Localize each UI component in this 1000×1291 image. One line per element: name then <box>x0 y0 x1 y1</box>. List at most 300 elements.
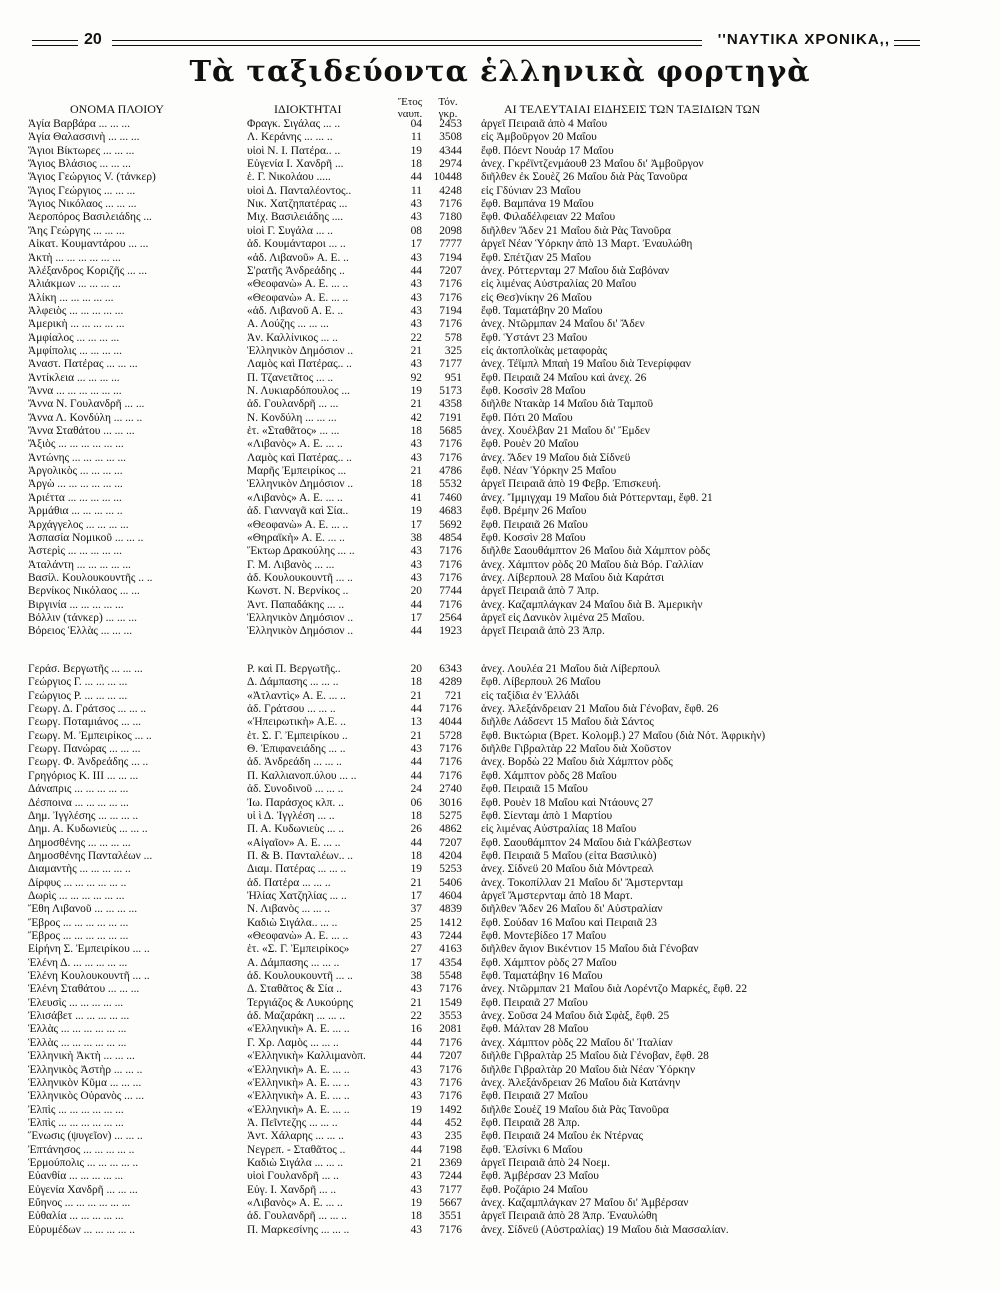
ship-name: Ἄννα ... ... ... ... ... ... <box>28 385 122 397</box>
ship-tons: 5406 <box>439 876 462 889</box>
ship-news: ἀνεχ. Λίβερπουλ 28 Μαΐου διὰ Καράτσι <box>481 571 665 584</box>
ship-news: ἔφθ. Σούδαν 16 Μαΐου καὶ Πειραιᾶ 23 <box>481 916 657 929</box>
ship-tons: 2974 <box>439 158 462 171</box>
table-row <box>0 559 1000 571</box>
ship-news: ἀνεχ. Ρόττερνταμ 27 Μαΐου διὰ Σαβόναν <box>481 264 670 277</box>
ship-year: 44 <box>410 769 422 782</box>
table-row <box>0 252 1000 264</box>
ship-owner: Ἀν. Καλλίνικος ... .. <box>247 331 338 344</box>
ship-tons: 7244 <box>439 1170 462 1183</box>
ship-tons: 452 <box>444 1116 462 1129</box>
ship-tons: 7194 <box>439 304 462 317</box>
ship-name: Βασίλ. Κουλουκουντῆς .. .. <box>28 571 153 584</box>
ship-tons: 4604 <box>439 889 462 902</box>
ship-name: Ἅγιος Γεώργιος V. (τάνκερ) <box>28 171 156 184</box>
ship-owner: Εὐγ. Ι. Χανδρῆ ... .. <box>247 1183 337 1196</box>
ship-owner: Δ. Δάμπασης ... ... .. <box>247 676 339 689</box>
table-row <box>0 1104 1000 1116</box>
ship-tons: 4163 <box>439 943 462 956</box>
table-row <box>0 1130 1000 1142</box>
ship-owner: «Αἰγαῖον» Α. Ε. ... .. <box>247 836 341 849</box>
ship-tons: 4358 <box>439 398 462 411</box>
table-row <box>0 863 1000 875</box>
ship-owner: Κωνστ. Ν. Βερνίκος .. <box>247 585 349 598</box>
ship-owner: ἀδ. Γράτσου ... ... .. <box>247 703 336 716</box>
ship-name: Δημ. Α. Κυδωνιεὺς ... ... .. <box>28 823 148 836</box>
ship-tons: 7177 <box>439 1183 462 1196</box>
ship-year: 43 <box>410 318 422 331</box>
article-title: Τὰ ταξιδεύοντα ἑλληνικὰ φορτηγὰ <box>189 54 811 88</box>
ship-news: διῆλθεν Ἄδεν 26 Μαΐου δι' Αὐστραλίαν <box>481 903 663 916</box>
table-row <box>0 332 1000 344</box>
table-row <box>0 783 1000 795</box>
ship-owner: Φραγκ. Σιγάλας ... .. <box>247 118 341 130</box>
ship-name: Ἑλληνικὸν Κῦμα ... ... ... <box>28 1076 142 1089</box>
table-row <box>0 917 1000 929</box>
ship-news: ἔφθ. Βρέμην 26 Μαΐου <box>481 505 587 518</box>
ship-name: Διαμαντὴς ... ... ... ... .. <box>28 863 131 876</box>
ship-name: Ἀλέξανδρος Κοριζῆς ... ... <box>28 264 148 277</box>
ship-news: εἰς λιμένας Αὐστραλίας 18 Μαΐου <box>481 823 637 836</box>
ship-owner: Νικ. Χατζηπατέρας ... <box>247 198 348 211</box>
ship-name: Γεώργιος Ρ. ... ... ... ... <box>28 689 128 702</box>
ship-tons: 5728 <box>439 729 462 742</box>
ship-news: ἀνεχ. Λουλέα 21 Μαΐου διὰ Λίβερπουλ <box>481 663 661 675</box>
ship-owner: Ν. Λυκιαρδόπουλος ... <box>247 385 350 397</box>
ship-year: 16 <box>410 1023 422 1036</box>
ship-tons: 5548 <box>439 970 462 983</box>
ship-news: ἔφθ. Πειραιᾶ 24 Μαΐου ἐκ Ντέρνας <box>481 1130 643 1143</box>
table-row <box>0 492 1000 504</box>
ship-year: 18 <box>410 809 422 822</box>
table-row <box>0 278 1000 290</box>
ship-tons: 7176 <box>439 571 462 584</box>
ship-name: Ἄξιὸς ... ... ... ... ... ... <box>28 438 124 451</box>
table-row <box>0 943 1000 955</box>
table-row <box>0 131 1000 143</box>
table-row <box>0 452 1000 464</box>
ship-news: ἔφθ. Μοντεβίδεο 17 Μαΐου <box>481 930 607 942</box>
ship-name: Δωρὶς ... ... ... ... ... ... <box>28 889 125 902</box>
ship-owner: Λαμὸς καὶ Πατέρας.. .. <box>247 358 352 371</box>
ship-news: ἀνεχ. Καζαμπλάγκαν 24 Μαΐου διὰ Β. Ἀμερικὴν <box>481 598 703 611</box>
ship-tons: 5685 <box>439 425 462 438</box>
ship-name: Ἄννα Σταθάτου ... ... ... <box>28 425 135 438</box>
table-row <box>0 770 1000 782</box>
ship-tons: 3553 <box>439 1010 462 1023</box>
ship-name: Ἑλληνικὸς Οὐρανὸς ... ... <box>28 1090 145 1103</box>
ship-tons: 7198 <box>439 1143 462 1156</box>
ship-news: ἀργεῖ Πειραιᾶ ἀπὸ 23 Ἀπρ. <box>481 625 605 638</box>
ship-year: 21 <box>410 398 422 411</box>
ship-year: 44 <box>410 703 422 716</box>
ship-year: 38 <box>410 531 422 544</box>
ship-news: ἔφθ. Πειραιᾶ 27 Μαΐου <box>481 1090 588 1103</box>
ship-tons: 1923 <box>439 625 462 638</box>
ship-tons: 3551 <box>439 1210 462 1223</box>
ship-year: 38 <box>410 970 422 983</box>
ship-tons: 4854 <box>439 531 462 544</box>
ship-owner: «Λιβανὸς» Α. Ε. ... .. <box>247 438 343 451</box>
ship-news: διῆλθε Σαουθάμπτον 26 Μαΐου διὰ Χάμπτον ρὸδς <box>481 545 710 558</box>
ship-news: ἔφθ. Ταματάβην 16 Μαΐου <box>481 970 603 983</box>
ship-owner: υἱοὶ Ν. Ι. Πατέρα.. .. <box>247 144 341 157</box>
ship-owner: ἀδ. Κουμάνταροι ... .. <box>247 238 346 251</box>
ship-tons: 7176 <box>439 769 462 782</box>
ship-news: ἔφθ. Ὑστάντ 23 Μαΐου <box>481 331 588 344</box>
ship-year: 20 <box>410 663 422 675</box>
ship-name: Βιργινία ... ... ... ... ... <box>28 598 124 611</box>
ship-news: ἔφθ. Ρουὲν 20 Μαΐου <box>481 438 579 451</box>
header-rule-right <box>894 40 920 46</box>
ship-tons: 7176 <box>439 983 462 996</box>
ship-tons: 2369 <box>439 1156 462 1169</box>
ship-news: ἀνεχ. Σίδνεϋ 20 Μαΐου διὰ Μόντρεαλ <box>481 863 654 876</box>
ship-tons: 7176 <box>439 598 462 611</box>
ship-year: 43 <box>410 251 422 264</box>
ship-tons: 4289 <box>439 676 462 689</box>
ship-name: Βόλλιν (τάνκερ) ... ... ... <box>28 611 137 624</box>
table-row <box>0 398 1000 410</box>
table-row <box>0 1184 1000 1196</box>
ship-tons: 7207 <box>439 264 462 277</box>
ship-owner: υἱοὶ Γουλανδρῆ ... .. <box>247 1170 339 1183</box>
ship-news: ἀνεχ. Χάμπτον ρὸδς 22 Μαΐου δι' Ἰταλίαν <box>481 1036 673 1049</box>
ship-owner: Τεργιάζος & Λυκούρης <box>247 996 354 1009</box>
ship-owner: ἀδ. Γουλανδρῆ ... ... .. <box>247 1210 347 1223</box>
ship-news: ἔφθ. Ταματάβην 20 Μαΐου <box>481 304 603 317</box>
table-row <box>0 412 1000 424</box>
ship-year: 19 <box>410 385 422 397</box>
ship-news: ἀργεῖ Πειραιᾶ ἀπὸ 4 Μαΐου <box>481 118 608 130</box>
ship-name: Ἁγία Θαλασσινὴ ... ... ... <box>28 131 140 144</box>
ship-owner: «Ἠπειρωτικὴ» Α.Ε. .. <box>247 716 346 729</box>
table-row <box>0 1117 1000 1129</box>
table-row <box>0 438 1000 450</box>
ship-news: εἰς λιμένας Αὐστραλίας 20 Μαΐου <box>481 278 637 291</box>
ship-owner: «Ἑλληνικὴ» Καλλιμανὸπ. <box>247 1050 366 1063</box>
table-row <box>0 756 1000 768</box>
ship-owner: «ἀδ. Λιβανοῦ» Α. Ε. .. <box>247 251 349 264</box>
ship-news: ἔφθ. Πότι 20 Μαΐου <box>481 411 573 424</box>
ship-owner: Ἀντ. Χάλαρης ... ... .. <box>247 1130 344 1143</box>
ship-owner: Α. Λούζης ... ... ... <box>247 318 329 331</box>
ship-year: 43 <box>410 930 422 942</box>
ship-tons: 5692 <box>439 518 462 531</box>
ship-tons: 325 <box>444 344 462 357</box>
ship-year: 21 <box>410 729 422 742</box>
ship-news: ἀνεχ. Ἀλεξάνδρειαν 26 Μαΐου διὰ Κατάνην <box>481 1076 681 1089</box>
ship-name: Ἄννα Ν. Γουλανδρῆ ... ... <box>28 398 145 411</box>
ship-name: Ἀστερὶς ... ... ... ... ... <box>28 545 122 558</box>
ship-owner: ἀδ. Κουλουκουντῆ ... .. <box>247 970 353 983</box>
ship-owner: Ἑλληνικὸν Δημόσιον .. <box>247 344 354 357</box>
ship-name: Ἀλίκη ... ... ... ... ... <box>28 291 114 304</box>
table-row <box>0 198 1000 210</box>
ship-tons: 3508 <box>439 131 462 144</box>
ship-name: Ἀσπασία Νομικοῦ ... ... .. <box>28 531 144 544</box>
ship-owner: Ἀντ. Παπαδάκης ... .. <box>247 598 345 611</box>
table-row <box>0 1064 1000 1076</box>
ship-year: 18 <box>410 158 422 171</box>
ship-news: διῆλθε Γιβραλτὰρ 25 Μαΐου διὰ Γένοβαν, ἔφθ. 28 <box>481 1050 709 1063</box>
ship-year: 37 <box>410 903 422 916</box>
ship-tons: 4204 <box>439 849 462 862</box>
ship-year: 44 <box>410 598 422 611</box>
table-row <box>0 903 1000 915</box>
ship-owner: ἀδ. Συνοδινοῦ ... ... .. <box>247 783 344 796</box>
ship-tons: 4786 <box>439 465 462 478</box>
ship-name: Ἐλευσὶς ... ... ... ... ... <box>28 996 124 1009</box>
ship-name: Γρηγόριος Κ. III ... ... ... <box>28 769 139 782</box>
ship-tons: 7176 <box>439 278 462 291</box>
ship-tons: 4248 <box>439 184 462 197</box>
ship-year: 21 <box>410 1156 422 1169</box>
ship-tons: 7176 <box>439 743 462 756</box>
ship-year: 18 <box>410 1210 422 1223</box>
ship-year: 44 <box>410 1143 422 1156</box>
ship-owner: Π. Μαρκεσίνης ... ... .. <box>247 1223 350 1236</box>
ship-year: 17 <box>410 889 422 902</box>
ship-owner: «Ἑλληνικὴ» Α. Ε. ... .. <box>247 1076 350 1089</box>
table-row <box>0 1023 1000 1035</box>
ship-tons: 721 <box>444 689 462 702</box>
ship-tons: 7176 <box>439 1223 462 1236</box>
ship-name: Ἀργολικὸς ... ... ... ... <box>28 465 123 478</box>
ship-news: διῆλθε Γιβραλτὰρ 22 Μαΐου διὰ Χοῦστον <box>481 743 672 756</box>
ship-year: 44 <box>410 264 422 277</box>
ship-owner: Διαμ. Πατέρας ... ... .. <box>247 863 347 876</box>
ship-tons: 7744 <box>439 585 462 598</box>
ship-tons: 5275 <box>439 809 462 822</box>
table-row <box>0 158 1000 170</box>
ship-name: Ἑλένη Κουλουκουντῆ ... .. <box>28 970 150 983</box>
ship-news: εἰς ἀκτοπλοϊκὰς μεταφορὰς <box>481 344 608 357</box>
ship-year: 43 <box>410 358 422 371</box>
ship-year: 43 <box>410 983 422 996</box>
ship-news: ἀνεχ. Τοκοπίλλαν 21 Μαΐου δι' Ἄμστερνταμ <box>481 876 684 889</box>
ship-name: Ἐπτάνησος ... ... ... ... .. <box>28 1143 135 1156</box>
ship-year: 43 <box>410 1170 422 1183</box>
ship-owner: ἑτ. Σ. Γ. Ἐμπειρίκου .. <box>247 729 348 742</box>
ship-name: Ἑλένη Σταθάτου ... ... ... <box>28 983 140 996</box>
ship-tons: 10448 <box>433 171 462 184</box>
table-row <box>0 1090 1000 1102</box>
ship-tons: 4683 <box>439 505 462 518</box>
ship-name: Βόρειος Ἑλλὰς ... ... ... <box>28 625 133 638</box>
ship-tons: 7244 <box>439 930 462 942</box>
ship-name: Ἕνωσις (ψυγεῖον) ... ... .. <box>28 1130 143 1143</box>
ship-tons: 4044 <box>439 716 462 729</box>
ship-name: Αἰκατ. Κουμαντάρου ... ... <box>28 238 149 251</box>
ship-news: εἰς Θεσ)νίκην 26 Μαΐου <box>481 291 592 304</box>
ship-owner: Ν. Κονδύλη ... ... ... <box>247 411 337 424</box>
ship-tons: 7176 <box>439 291 462 304</box>
ship-news: ἀνεχ. Γκρέϊντζενμάουθ 23 Μαΐου δι' Ἀμβοῦργον <box>481 158 704 171</box>
ship-year: 43 <box>410 1130 422 1143</box>
table-row <box>0 1224 1000 1236</box>
ship-news: διῆλθε Γιβραλτὰρ 20 Μαΐου διὰ Νέαν Ὑόρκην <box>481 1063 696 1076</box>
magazine-title: ''ΝΑΥΤΙΚΑ ΧΡΟΝΙΚΑ,, <box>717 31 890 48</box>
ship-year: 21 <box>410 996 422 1009</box>
table-row <box>0 225 1000 237</box>
ship-tons: 7176 <box>439 1063 462 1076</box>
ship-tons: 4862 <box>439 823 462 836</box>
ship-owner: «Ἑλληνικὴ» Α. Ε. ... .. <box>247 1023 350 1036</box>
ship-year: 43 <box>410 1090 422 1103</box>
ship-tons: 2098 <box>439 224 462 237</box>
ship-name: Ἀλιάκμων ... ... ... ... <box>28 278 121 291</box>
ship-name: Ἑρμούπολις ... ... ... ... .. <box>28 1156 139 1169</box>
ship-tons: 7460 <box>439 491 462 504</box>
ship-year: 43 <box>410 743 422 756</box>
ship-tons: 7180 <box>439 211 462 224</box>
ship-owner: «ἀδ. Λιβανοῦ Α. Ε. .. <box>247 304 344 317</box>
ship-news: εἰς Ἀμβοῦργον 20 Μαΐου <box>481 131 597 144</box>
ship-news: διῆλθεν ἅγιον Βικέντιον 15 Μαΐου διὰ Γένοβαν <box>481 943 699 956</box>
ship-tons: 6343 <box>439 663 462 675</box>
table-row <box>0 305 1000 317</box>
table-row <box>0 372 1000 384</box>
ship-name: Ἔβρος ... ... ... ... ... ... <box>28 916 129 929</box>
ship-tons: 4839 <box>439 903 462 916</box>
ship-year: 43 <box>410 198 422 211</box>
ship-name: Γεωργ. Μ. Ἐμπειρίκος ... .. <box>28 729 152 742</box>
header-rule-left <box>32 40 78 46</box>
column-header-year: Ἔτος ναυπ. <box>397 96 423 120</box>
ship-name: Ἀρμάθια ... ... ... ... .. <box>28 505 123 518</box>
ship-tons: 235 <box>444 1130 462 1143</box>
ship-news: ἀργεῖ Πειραιᾶ ἀπὸ 28 Ἀπρ. Ἐναυλώθη <box>481 1210 658 1223</box>
ship-tons: 5173 <box>439 385 462 397</box>
ship-news: ἀργεῖ Πειραιᾶ ἀπὸ 19 Φεβρ. Ἐπισκευή. <box>481 478 662 491</box>
ship-year: 43 <box>410 291 422 304</box>
ship-tons: 2081 <box>439 1023 462 1036</box>
ship-name: Ἀταλάντη ... ... ... ... ... <box>28 558 131 571</box>
ship-tons: 7176 <box>439 1036 462 1049</box>
ship-news: ἀργεῖ Νέαν Ὑόρκην ἀπὸ 13 Μαρτ. Ἐναυλώθη <box>481 238 693 251</box>
ship-name: Ἅγιος Γεώργιος ... ... ... <box>28 184 136 197</box>
ship-owner: ἀδ. Πατέρα ... ... .. <box>247 876 331 889</box>
table-row <box>0 171 1000 183</box>
ship-year: 44 <box>410 1116 422 1129</box>
ship-news: εἰς ταξίδια ἐν Ἑλλάδι <box>481 689 579 702</box>
ship-name: Γεώργιος Γ. ... ... ... ... <box>28 676 128 689</box>
ship-owner: Θ. Ἐπιφανειάδης ... .. <box>247 743 346 756</box>
ship-owner: «Θηραϊκὴ» Α. Ε. ... .. <box>247 531 345 544</box>
ship-name: Βερνίκος Νικόλαος ... ... <box>28 585 140 598</box>
ship-tons: 7191 <box>439 411 462 424</box>
ship-news: ἔφθ. Πειραιᾶ 26 Μαΐου <box>481 518 588 531</box>
table-row <box>0 983 1000 995</box>
table-row <box>0 211 1000 223</box>
table-row <box>0 358 1000 370</box>
ship-news: εἰς Γδύνιαν 23 Μαΐου <box>481 184 581 197</box>
ship-year: 04 <box>410 118 422 130</box>
table-row <box>0 345 1000 357</box>
ship-news: διῆλθε Σουὲζ 19 Μαΐου διὰ Ρὰς Τανοῦρα <box>481 1103 669 1116</box>
ship-year: 19 <box>410 505 422 518</box>
ship-owner: Σ'ρατῆς Ἀνδρεάδης .. <box>247 264 345 277</box>
ship-year: 43 <box>410 1183 422 1196</box>
ship-news: ἀνεχ. Τέϊμπλ Μπαὴ 19 Μαΐου διὰ Τενερίφφαν <box>481 358 691 371</box>
ship-name: Ἀεροπόρος Βασιλειάδης ... <box>28 211 152 224</box>
ship-name: Δημ. Ἰγγλέσης ... ... ... .. <box>28 809 139 822</box>
ship-owner: «Ἑλληνικὴ» Α. Ε. ... .. <box>247 1090 350 1103</box>
table-row <box>0 238 1000 250</box>
ship-tons: 5253 <box>439 863 462 876</box>
ship-year: 17 <box>410 518 422 531</box>
ship-news: ἔφθ. Πειραιᾶ 5 Μαΐου (εἰτα Βασιλικὸ) <box>481 849 657 862</box>
ship-news: ἔφθ. Πειραιᾶ 24 Μαΐου καὶ ἀνεχ. 26 <box>481 371 647 384</box>
ship-tons: 4344 <box>439 144 462 157</box>
ship-name: Ἑλληνικὸς Ἀστὴρ ... ... .. <box>28 1063 143 1076</box>
ship-owner: υἱοὶ Γ. Συγάλα ... .. <box>247 224 333 237</box>
ship-tons: 7176 <box>439 438 462 451</box>
ship-owner: Εὐγενία Ι. Χανδρῆ ... <box>247 158 344 171</box>
ship-news: ἀνεχ. Σοῦσα 24 Μαΐου διὰ Σφὰξ, ἔφθ. 25 <box>481 1010 670 1023</box>
table-row <box>0 690 1000 702</box>
ship-name: Εὐγενία Χανδρῆ ... ... ... <box>28 1183 138 1196</box>
ship-name: Ἁγία Βαρβάρα ... ... ... <box>28 118 130 130</box>
ship-owner: ἀδ. Κουλουκουντῆ ... .. <box>247 571 353 584</box>
ship-name: Ἐλπὶς ... ... ... ... ... ... <box>28 1103 124 1116</box>
ship-name: Δίρφυς ... ... ... ... ... .. <box>28 876 127 889</box>
ship-tons: 4354 <box>439 956 462 969</box>
ship-owner: «Θεοφανὼ» Α. Ε. ... .. <box>247 930 349 942</box>
ship-year: 41 <box>410 491 422 504</box>
ship-news: ἀνεχ. Ντῶρμπαν 24 Μαΐου δι' Ἄδεν <box>481 318 645 331</box>
table-row <box>0 1197 1000 1209</box>
table-row <box>0 505 1000 517</box>
ship-owner: Ἑλληνικὸν Δημόσιον .. <box>247 478 354 491</box>
ship-year: 21 <box>410 689 422 702</box>
ship-tons: 7176 <box>439 451 462 464</box>
table-row <box>0 930 1000 942</box>
ship-tons: 2564 <box>439 611 462 624</box>
table-row <box>0 716 1000 728</box>
table-row <box>0 850 1000 862</box>
table-row <box>0 743 1000 755</box>
table-row <box>0 185 1000 197</box>
ship-owner: Π. Α. Κυδωνιεὺς ... .. <box>247 823 345 836</box>
ship-news: ἀργεῖ εἰς Δανικὸν λιμένα 25 Μαΐου. <box>481 611 645 624</box>
ship-news: ἔφθ. Ροζάριο 24 Μαΐου <box>481 1183 588 1196</box>
ship-owner: Ἠλίας Χατζηλίας ... .. <box>247 889 347 902</box>
table-row <box>0 730 1000 742</box>
ship-year: 17 <box>410 611 422 624</box>
ship-year: 43 <box>410 1063 422 1076</box>
ship-owner: Μαρῆς Ἐμπειρίκος ... <box>247 465 347 478</box>
ship-owner: Δ. Σταθᾶτος & Σία .. <box>247 983 342 996</box>
ship-name: Ἄης Γεώργης ... ... ... <box>28 224 125 237</box>
ship-tons: 7207 <box>439 836 462 849</box>
ship-year: 43 <box>410 278 422 291</box>
ship-name: Γεωργ. Δ. Γράτσος ... ... .. <box>28 703 147 716</box>
ship-name: Εὐανθία ... ... ... ... ... <box>28 1170 124 1183</box>
ship-owner: «Ἀτλαντὶς» Α. Ε. ... .. <box>247 689 346 702</box>
table-row <box>0 545 1000 557</box>
page-header <box>32 31 920 56</box>
ship-name: Εὔηνος ... ... ... ... ... ... <box>28 1197 131 1209</box>
ship-year: 11 <box>411 184 422 197</box>
table-row <box>0 145 1000 157</box>
ship-owner: ἀδ. Ἀνδρεάδη ... ... .. <box>247 756 342 769</box>
ship-news: ἔφθ. Πειραιᾶ 27 Μαΐου <box>481 996 588 1009</box>
table-row <box>0 676 1000 688</box>
ship-news: διῆλθε Ντακὰρ 14 Μαΐου διὰ Ταμποῦ <box>481 398 653 411</box>
ship-year: 18 <box>410 425 422 438</box>
